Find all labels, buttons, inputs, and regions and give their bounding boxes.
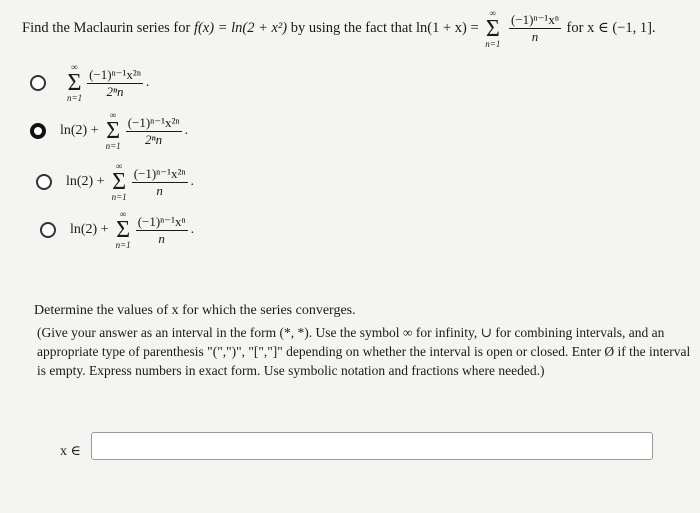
- option-2[interactable]: ln(2) + ∞ Σ n=1 $\frac{\text{(−1)ⁿ⁻¹x²ⁿ}}{\text{2ⁿn}}$ .: [30, 111, 188, 151]
- option-1[interactable]: ∞ Σ n=1 $\frac{\text{(−1)ⁿ⁻¹x²ⁿ}}{\text{2ⁿn}}$ .: [30, 63, 149, 103]
- question-sigma: ∞ Σ n=1: [485, 7, 501, 49]
- question-prefix: Find the Maclaurin series for: [22, 20, 191, 36]
- question-known: ln(1 + x) =: [415, 20, 479, 36]
- radio-option-1[interactable]: [30, 75, 46, 91]
- radio-option-4[interactable]: [40, 222, 56, 238]
- answer-instructions: (Give your answer as an interval in the form (*, *). Use the symbol ∞ for infinity, ∪ for combining intervals, and an appropriate type of parenthesis "(",")", "[","]" depending on whether the interval is open or closed. Enter Ø if the interval is empty. Express numbers in exact form. Use symbolic notation and fractions where needed.): [37, 325, 691, 378]
- interval-answer-input[interactable]: [91, 432, 653, 460]
- question-middle: by using the fact that: [290, 20, 413, 36]
- answer-label: x ∈: [60, 444, 81, 459]
- convergence-prompt: Determine the values of x for which the series converges.: [34, 303, 356, 318]
- question-function: f(x) = ln(2 + x²): [193, 20, 288, 36]
- question-condition: for x ∈ (−1, 1].: [566, 20, 656, 36]
- radio-option-2[interactable]: [30, 123, 46, 139]
- question-fraction: $\frac{\text{(−1)ⁿ⁻¹xⁿ}}{n}$: [510, 12, 559, 45]
- radio-option-3[interactable]: [36, 174, 52, 190]
- question-text: [22, 6, 692, 50]
- option-4[interactable]: ln(2) + ∞ Σ n=1 $\frac{\text{(−1)ⁿ⁻¹xⁿ}}{n}$ .: [40, 210, 194, 250]
- option-3[interactable]: ln(2) + ∞ Σ n=1 $\frac{\text{(−1)ⁿ⁻¹x²ⁿ}}{n}$ .: [36, 162, 194, 202]
